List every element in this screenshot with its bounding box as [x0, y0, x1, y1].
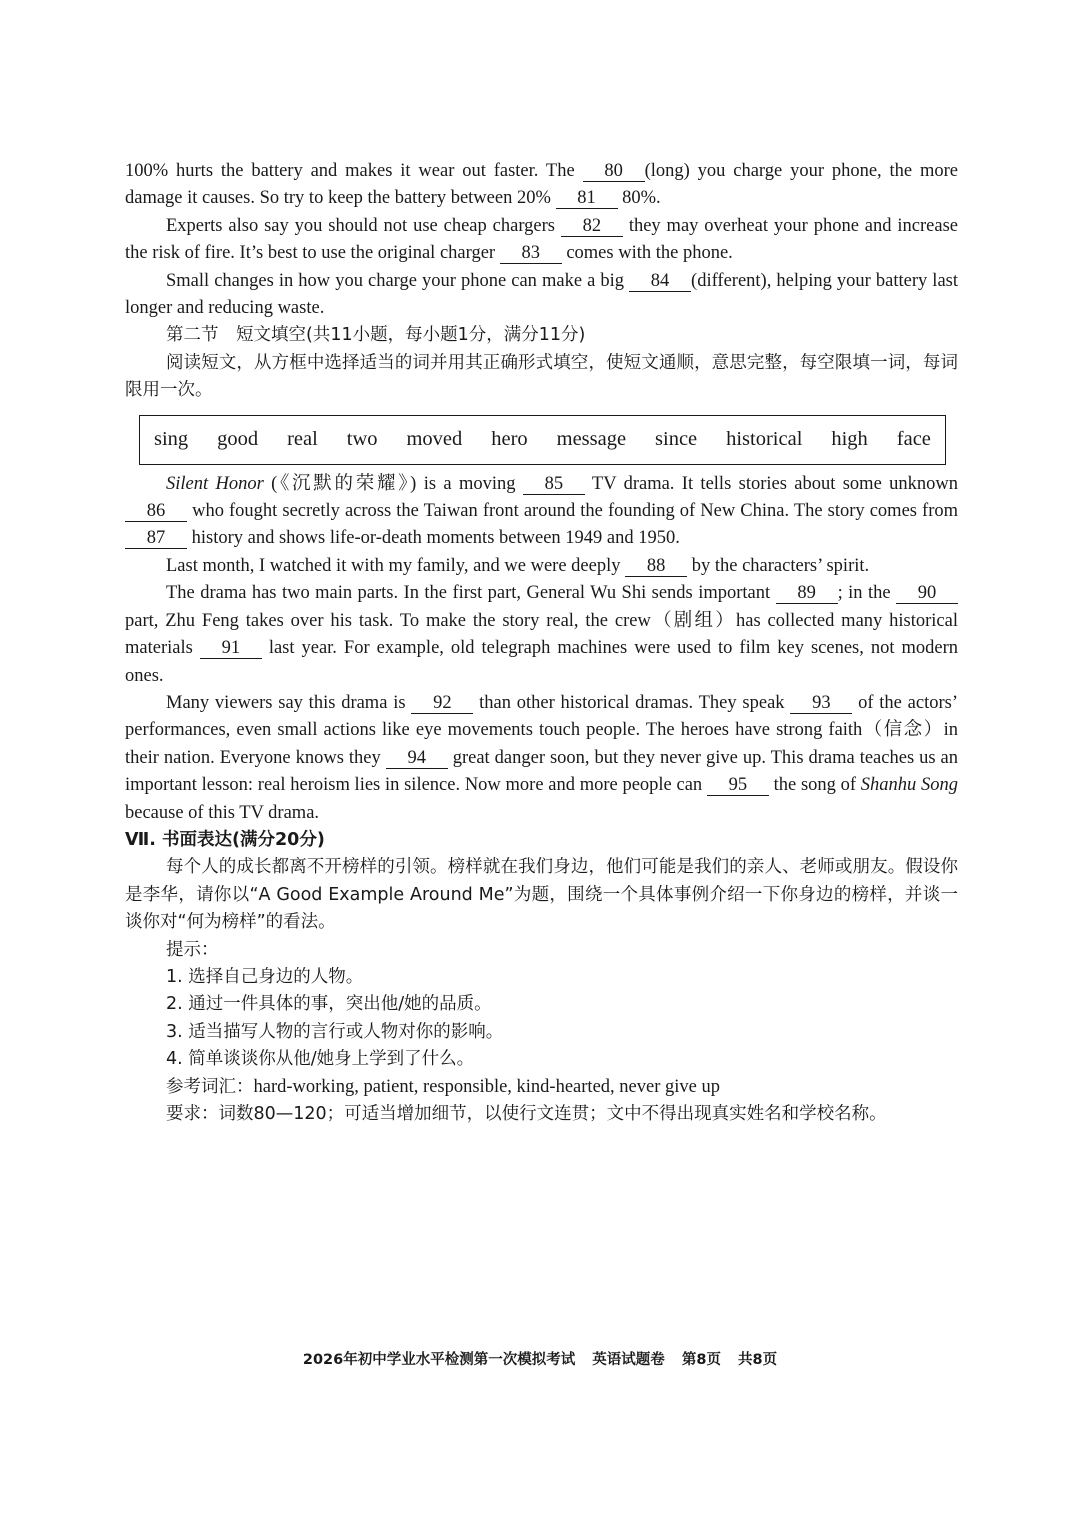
vocab-label: 参考词汇：: [166, 1076, 254, 1097]
answer-blank[interactable]: 94: [386, 748, 448, 769]
paragraph: The drama has two main parts. In the first part, General Wu Shi sends important 89 ; in the 90 part, Zhu Feng takes over his task. To make the story real, the crew（剧组）has collected many historical materials 91 last year. For example, old telegraph machines were used to film key scenes, not modern ones.: [125, 583, 959, 686]
answer-blank[interactable]: 91: [200, 638, 262, 659]
drama-title: Silent Honor: [166, 473, 264, 494]
answer-blank[interactable]: 88: [625, 556, 687, 577]
paragraph: Silent Honor (《沉默的荣耀》) is a moving 85 TV drama. It tells stories about some unknown 86 who fought secretly across the Taiwan front around the founding of New China. The story comes from 87 history and shows life-or-death moments between 1949 and 1950.: [125, 471, 958, 553]
answer-blank[interactable]: 81: [556, 188, 618, 209]
page-content: [125, 158, 958, 1128]
word-box-item: two: [346, 427, 378, 450]
song-title: Shanhu Song: [860, 775, 959, 796]
requirement: 要求：词数80—120；可适当增加细节，以使行文连贯；文中不得出现真实姓名和学校名称。: [166, 1104, 887, 1124]
word-box-item: hero: [491, 427, 528, 450]
page-total: 共8页: [738, 1352, 778, 1368]
vocab-line: [125, 1074, 958, 1101]
answer-blank[interactable]: 87: [125, 528, 187, 549]
word-box-item: sing: [154, 427, 189, 450]
answer-blank[interactable]: 84: [629, 271, 691, 292]
word-box-item: message: [556, 427, 627, 450]
tip-item: 4. 简单谈谈你从他/她身上学到了什么。: [166, 1049, 475, 1070]
paragraph: Experts also say you should not use cheap chargers 82 they may overheat your phone and increase the risk of fire. It’s best to use the original charger 83 comes with the phone.: [125, 215, 959, 264]
answer-blank[interactable]: 80: [583, 161, 645, 182]
word-box-item: face: [896, 427, 931, 450]
page-number: 第8页: [681, 1352, 721, 1368]
word-box-item: high: [831, 427, 868, 450]
answer-blank[interactable]: 82: [561, 216, 623, 237]
word-box: [139, 415, 946, 465]
section-title: 第二节 短文填空(共11小题，每小题1分，满分11分): [166, 325, 586, 346]
word-box-item: since: [655, 427, 698, 450]
answer-blank[interactable]: 85: [523, 474, 585, 495]
word-box-item: historical: [726, 427, 803, 450]
tip-item: 1. 选择自己身边的人物。: [166, 966, 364, 987]
vocab-list: hard-working, patient, responsible, kind-hearted, never give up: [253, 1076, 720, 1097]
answer-blank[interactable]: 92: [411, 693, 473, 714]
answer-blank[interactable]: 83: [500, 243, 562, 264]
section-instruction: 阅读短文，从方框中选择适当的词并用其正确形式填空，使短文通顺，意思完整，每空限填一词，每词限用一次。: [125, 352, 958, 401]
writing-prompt: 每个人的成长都离不开榜样的引领。榜样就在我们身边，他们可能是我们的亲人、老师或朋友。假设你是李华，请你以“A Good Example Around Me”为题，围绕一个具体事例介绍一下你身边的榜样，并谈一谈你对“何为榜样”的看法。: [125, 857, 958, 933]
subject-name: 英语试题卷: [592, 1352, 665, 1368]
answer-blank[interactable]: 86: [125, 501, 187, 522]
section-title: Ⅶ. 书面表达(满分20分): [125, 829, 325, 850]
answer-blank[interactable]: 93: [790, 693, 852, 714]
tip-item: 2. 通过一件具体的事，突出他/她的品质。: [166, 994, 492, 1015]
paragraph: 100% hurts the battery and makes it wear out faster. The 80 (long) you charge your phone, the more damage it causes. So try to keep the battery between 20% 81 80%.: [125, 161, 959, 209]
page-footer: [0, 1348, 1080, 1369]
word-box-item: good: [217, 427, 259, 450]
word-box-item: real: [287, 427, 318, 450]
paragraph: Small changes in how you charge your phone can make a big 84 (different), helping your battery last longer and reducing waste.: [125, 270, 959, 319]
tip-item: 3. 适当描写人物的言行或人物对你的影响。: [166, 1021, 504, 1042]
tips-label: 提示：: [166, 939, 219, 960]
word-box-item: moved: [406, 427, 463, 450]
answer-blank[interactable]: 89: [776, 583, 838, 604]
exam-name: 2026年初中学业水平检测第一次模拟考试: [302, 1352, 576, 1368]
answer-blank[interactable]: 90: [896, 583, 958, 604]
paragraph: Many viewers say this drama is 92 than other historical dramas. They speak 93 of the actors’ performances, even small actions like eye movements touch people. The heroes have strong faith（信念）in their nation. Everyone knows they 94 great danger soon, but they never give up. This drama teaches us an important lesson: real heroism lies in silence. Now more and more people can 95 the song of Shanhu Song because of this TV drama.: [125, 692, 959, 823]
answer-blank[interactable]: 95: [707, 775, 769, 796]
paragraph: Last month, I watched it with my family, and we were deeply 88 by the characters’ spirit.: [166, 555, 870, 576]
